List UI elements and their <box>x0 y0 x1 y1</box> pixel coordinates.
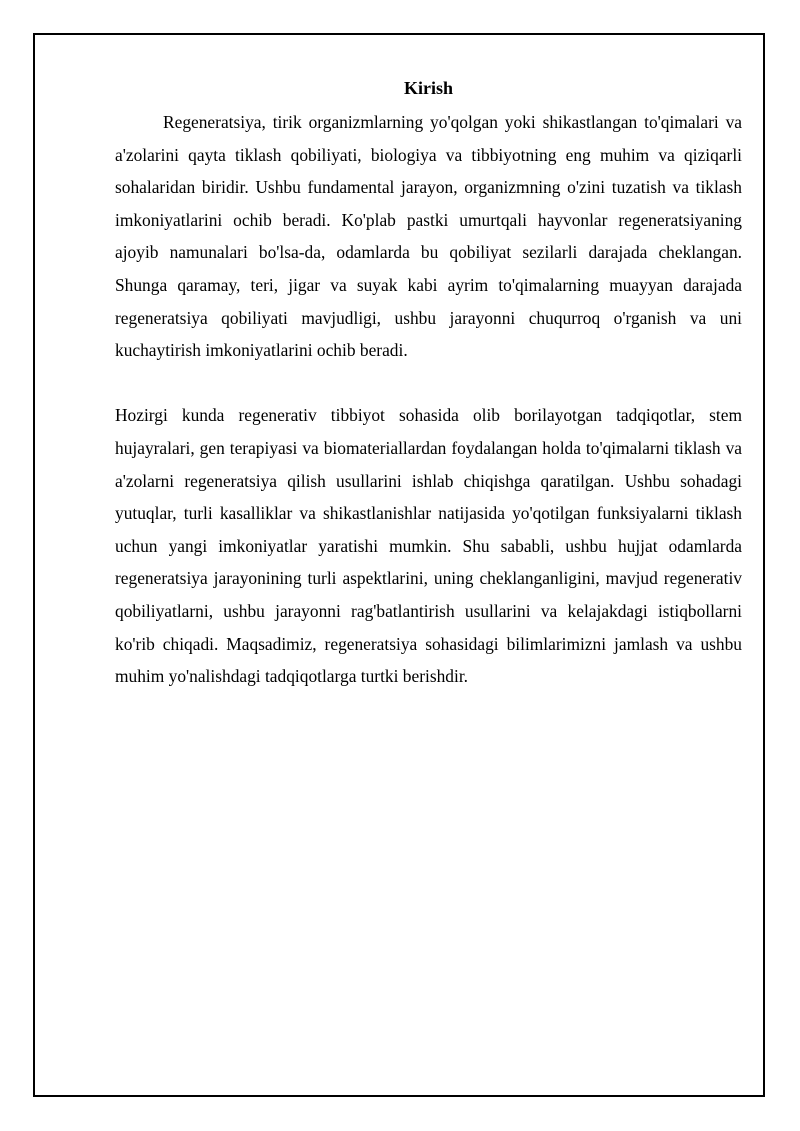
paragraph-spacer <box>115 367 742 400</box>
document-title: Kirish <box>403 78 453 98</box>
paragraph-1: Regeneratsiya, tirik organizmlarning yo'qolgan yoki shikastlangan to'qimalari va a'zolarini qayta tiklash qobiliyati, biologiya va tibbiyotning eng muhim va qiziqarli sohalaridan biridir. Ushbu fundamental jarayon, organizmning o'zini tuzatish va tiklash imkoniyatlarini ochib beradi. Ko'plab pastki umurtqali hayvonlar regeneratsiyaning ajoyib namunalari bo'lsa-da, odamlarda bu qobiliyat sezilarli darajada cheklangan. Shunga qaramay, teri, jigar va suyak kabi ayrim to'qimalarning muayyan darajada regeneratsiya qobiliyati mavjudligi, ushbu jarayonni chuqurroq o'rganish va uni kuchaytirish imkoniyatlarini ochib beradi. <box>115 112 742 361</box>
document-body <box>115 76 742 693</box>
paragraph-2: Hozirgi kunda regenerativ tibbiyot sohasida olib borilayotgan tadqiqotlar, stem hujayralari, gen terapiyasi va biomateriallardan foydalangan holda to'qimalarni tiklash va a'zolarni regeneratsiya qilish usullarini ishlab chiqishga qaratilgan. Ushbu sohadagi yutuqlar, turli kasalliklar va shikastlanishlar natijasida yo'qotilgan funksiyalarni tiklash uchun yangi imkoniyatlar yaratishi mumkin. Shu sababli, ushbu hujjat odamlarda regeneratsiya jarayonining turli aspektlarini, uning cheklanganligini, mavjud regenerativ qobiliyatlarni, ushbu jarayonni rag'batlantirish usullarini va kelajakdagi istiqbollarni ko'rib chiqadi. Maqsadimiz, regeneratsiya sohasidagi bilimlarimizni jamlash va ushbu muhim yo'nalishdagi tadqiqotlarga turtki berishdir. <box>115 405 742 687</box>
